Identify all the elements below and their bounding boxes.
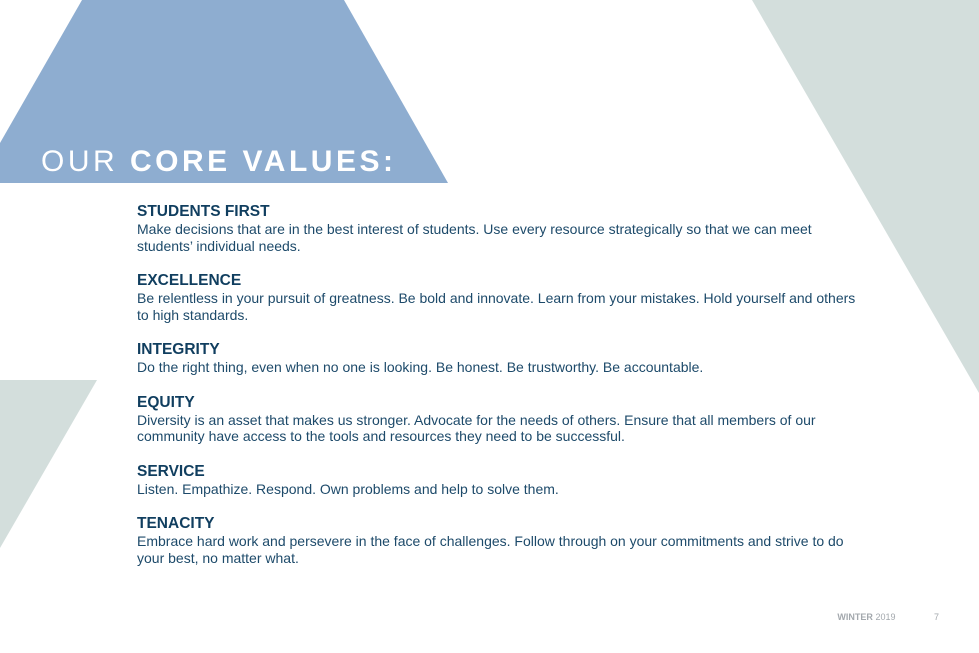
value-heading: INTEGRITY bbox=[137, 341, 220, 358]
value-description: Make decisions that are in the best interest of students. Use every resource strategically so that we can meet students’ individual needs. bbox=[137, 221, 812, 254]
value-description: Be relentless in your pursuit of greatness. Be bold and innovate. Learn from your mistakes. Hold yourself and others to high standards. bbox=[137, 290, 856, 323]
value-description: Diversity is an asset that makes us stronger. Advocate for the needs of others. Ensure that all members of our community have access to the tools and resources they need to be successful. bbox=[137, 411, 816, 444]
value-heading: EXCELLENCE bbox=[137, 272, 242, 289]
value-heading: SERVICE bbox=[137, 462, 205, 480]
value-description: Listen. Empathize. Respond. Own problems and help to solve them. bbox=[137, 480, 559, 497]
value-excellence bbox=[137, 272, 857, 323]
value-tenacity bbox=[137, 515, 857, 566]
page-footer bbox=[837, 612, 939, 622]
value-service bbox=[137, 463, 857, 498]
value-heading: TENACITY bbox=[137, 515, 215, 532]
value-students-first bbox=[137, 203, 857, 254]
value-description: Do the right thing, even when no one is looking. Be honest. Be trustworthy. Be accountable. bbox=[137, 359, 704, 375]
core-values-list bbox=[137, 203, 857, 584]
page-title bbox=[41, 143, 396, 181]
footer-season: WINTER bbox=[837, 612, 873, 622]
value-heading: STUDENTS FIRST bbox=[137, 203, 270, 220]
value-equity bbox=[137, 394, 857, 445]
left-decorative-triangle bbox=[0, 380, 97, 548]
footer-year: 2019 bbox=[875, 612, 896, 622]
page-number: 7 bbox=[933, 612, 939, 622]
page-title-bold: CORE VALUES: bbox=[130, 145, 397, 178]
value-description: Embrace hard work and persevere in the face of challenges. Follow through on your commitments and strive to do your best, no matter what. bbox=[137, 533, 844, 566]
value-heading: EQUITY bbox=[137, 393, 195, 411]
page-title-light: OUR bbox=[41, 145, 119, 178]
value-integrity bbox=[137, 341, 857, 376]
